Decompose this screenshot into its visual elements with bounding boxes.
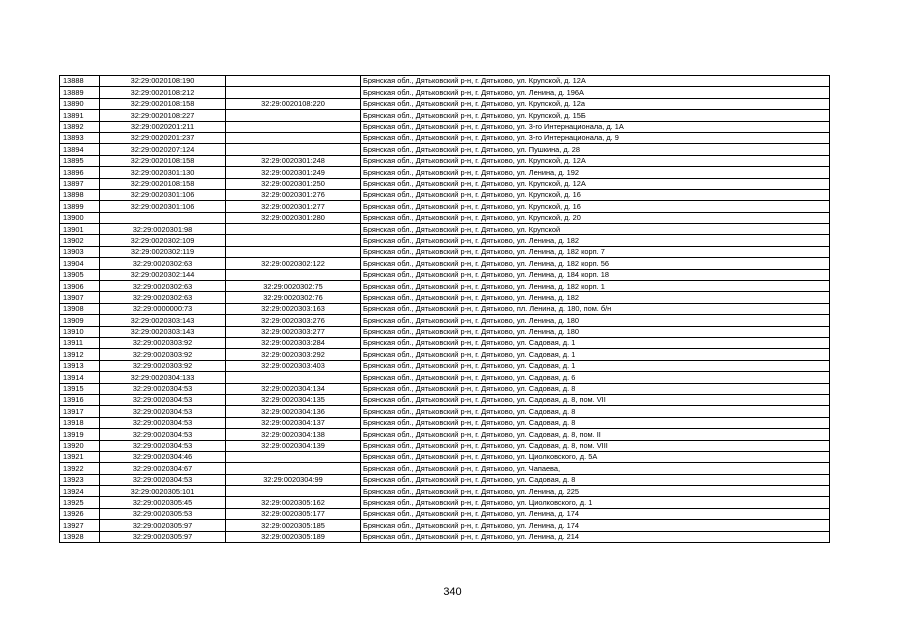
- cadastral-number-cell: 32:29:0020305:45: [100, 497, 226, 508]
- related-cadastral-number-cell: [226, 110, 361, 121]
- address-cell: Брянская обл., Дятьковский р-н, г. Дятьково, ул. Крупской, д. 12А: [361, 155, 830, 166]
- related-cadastral-number-cell: 32:29:0020302:75: [226, 281, 361, 292]
- cadastral-number-cell: 32:29:0020108:158: [100, 178, 226, 189]
- address-cell: Брянская обл., Дятьковский р-н, г. Дятьково, ул. Ленина, д. 182: [361, 292, 830, 303]
- row-number-cell: 13896: [60, 167, 100, 178]
- related-cadastral-number-cell: 32:29:0020108:220: [226, 98, 361, 109]
- row-number-cell: 13912: [60, 349, 100, 360]
- table-row: [60, 155, 830, 166]
- cadastral-number-cell: 32:29:0020301:106: [100, 189, 226, 200]
- address-cell: Брянская обл., Дятьковский р-н, г. Дятьково, ул. Ленина, д. 180: [361, 315, 830, 326]
- address-cell: Брянская обл., Дятьковский р-н, г. Дятьково, ул. Чапаева,: [361, 463, 830, 474]
- address-cell: Брянская обл., Дятьковский р-н, г. Дятьково, ул. Садовая, д. 8: [361, 406, 830, 417]
- table-row: [60, 269, 830, 280]
- address-cell: Брянская обл., Дятьковский р-н, г. Дятьково, ул. Ленина, д. 182 корп. 1: [361, 281, 830, 292]
- row-number-cell: 13910: [60, 326, 100, 337]
- address-cell: Брянская обл., Дятьковский р-н, г. Дятьково, ул. Пушкина, д. 28: [361, 144, 830, 155]
- cadastral-number-cell: 32:29:0020304:133: [100, 372, 226, 383]
- table-row: [60, 520, 830, 531]
- table-row: [60, 463, 830, 474]
- related-cadastral-number-cell: 32:29:0020301:277: [226, 201, 361, 212]
- table-row: [60, 474, 830, 485]
- address-cell: Брянская обл., Дятьковский р-н, г. Дятьково, ул. Крупской, д. 20: [361, 212, 830, 223]
- address-cell: Брянская обл., Дятьковский р-н, г. Дятьково, ул. 3-го Интернационала, д. 1А: [361, 121, 830, 132]
- related-cadastral-number-cell: [226, 269, 361, 280]
- related-cadastral-number-cell: [226, 87, 361, 98]
- related-cadastral-number-cell: [226, 121, 361, 132]
- cadastral-number-cell: 32:29:0020305:97: [100, 531, 226, 542]
- related-cadastral-number-cell: [226, 246, 361, 257]
- table-row: [60, 246, 830, 257]
- row-number-cell: 13900: [60, 212, 100, 223]
- related-cadastral-number-cell: 32:29:0020302:76: [226, 292, 361, 303]
- related-cadastral-number-cell: 32:29:0020304:134: [226, 383, 361, 394]
- address-cell: Брянская обл., Дятьковский р-н, г. Дятьково, ул. Садовая, д. 8: [361, 474, 830, 485]
- table-row: [60, 531, 830, 542]
- related-cadastral-number-cell: 32:29:0020303:163: [226, 303, 361, 314]
- row-number-cell: 13906: [60, 281, 100, 292]
- address-cell: Брянская обл., Дятьковский р-н, г. Дятьково, ул. Садовая, д. 8: [361, 383, 830, 394]
- address-cell: Брянская обл., Дятьковский р-н, г. Дятьково, ул. Садовая, д. 1: [361, 360, 830, 371]
- address-cell: Брянская обл., Дятьковский р-н, г. Дятьково, ул. Садовая, д. 8, пом. VIII: [361, 440, 830, 451]
- row-number-cell: 13926: [60, 508, 100, 519]
- cadastral-number-cell: 32:29:0020207:124: [100, 144, 226, 155]
- related-cadastral-number-cell: 32:29:0020301:280: [226, 212, 361, 223]
- cadastral-number-cell: 32:29:0020201:211: [100, 121, 226, 132]
- table-row: [60, 372, 830, 383]
- address-cell: Брянская обл., Дятьковский р-н, г. Дятьково, ул. Садовая, д. 8, пом. VII: [361, 394, 830, 405]
- cadastral-number-cell: 32:29:0020304:53: [100, 417, 226, 428]
- table-row: [60, 451, 830, 462]
- address-cell: Брянская обл., Дятьковский р-н, г. Дятьково, ул. Крупской, д. 12А: [361, 178, 830, 189]
- row-number-cell: 13924: [60, 486, 100, 497]
- row-number-cell: 13918: [60, 417, 100, 428]
- cadastral-number-cell: 32:29:0020303:143: [100, 326, 226, 337]
- address-cell: Брянская обл., Дятьковский р-н, г. Дятьково, ул. Крупской, д. 16: [361, 201, 830, 212]
- related-cadastral-number-cell: 32:29:0020304:135: [226, 394, 361, 405]
- related-cadastral-number-cell: 32:29:0020301:248: [226, 155, 361, 166]
- related-cadastral-number-cell: 32:29:0020303:276: [226, 315, 361, 326]
- row-number-cell: 13892: [60, 121, 100, 132]
- cadastral-number-cell: 32:29:0020302:63: [100, 292, 226, 303]
- row-number-cell: 13895: [60, 155, 100, 166]
- address-cell: Брянская обл., Дятьковский р-н, г. Дятьково, ул. Ленина, д. 182 корп. 56: [361, 258, 830, 269]
- table-row: [60, 337, 830, 348]
- row-number-cell: 13922: [60, 463, 100, 474]
- cadastral-number-cell: 32:29:0020304:53: [100, 429, 226, 440]
- cadastral-number-cell: 32:29:0020304:67: [100, 463, 226, 474]
- table-row: [60, 110, 830, 121]
- table-row: [60, 394, 830, 405]
- cadastral-number-cell: 32:29:0020304:53: [100, 383, 226, 394]
- row-number-cell: 13898: [60, 189, 100, 200]
- row-number-cell: 13916: [60, 394, 100, 405]
- table-row: [60, 144, 830, 155]
- row-number-cell: 13905: [60, 269, 100, 280]
- row-number-cell: 13911: [60, 337, 100, 348]
- table-row: [60, 440, 830, 451]
- cadastral-number-cell: 32:29:0020108:158: [100, 155, 226, 166]
- cadastral-number-cell: 32:29:0020303:92: [100, 360, 226, 371]
- table-row: [60, 497, 830, 508]
- address-cell: Брянская обл., Дятьковский р-н, г. Дятьково, ул. Ленина, д. 225: [361, 486, 830, 497]
- address-cell: Брянская обл., Дятьковский р-н, г. Дятьково, ул. Крупской, д. 12А: [361, 76, 830, 87]
- row-number-cell: 13925: [60, 497, 100, 508]
- address-cell: Брянская обл., Дятьковский р-н, г. Дятьково, ул. Крупской, д. 15Б: [361, 110, 830, 121]
- related-cadastral-number-cell: [226, 451, 361, 462]
- cadastral-number-cell: 32:29:0020303:143: [100, 315, 226, 326]
- cadastral-number-cell: 32:29:0020302:144: [100, 269, 226, 280]
- row-number-cell: 13928: [60, 531, 100, 542]
- table-row: [60, 292, 830, 303]
- address-cell: Брянская обл., Дятьковский р-н, г. Дятьково, пл. Ленина, д. 180, пом. б/н: [361, 303, 830, 314]
- address-cell: Брянская обл., Дятьковский р-н, г. Дятьково, ул. Садовая, д. 6: [361, 372, 830, 383]
- related-cadastral-number-cell: 32:29:0020305:189: [226, 531, 361, 542]
- address-cell: Брянская обл., Дятьковский р-н, г. Дятьково, ул. Циолковского, д. 1: [361, 497, 830, 508]
- related-cadastral-number-cell: 32:29:0020301:250: [226, 178, 361, 189]
- address-cell: Брянская обл., Дятьковский р-н, г. Дятьково, ул. Ленина, д. 196А: [361, 87, 830, 98]
- registry-table-body: [60, 76, 830, 543]
- cadastral-number-cell: 32:29:0020302:119: [100, 246, 226, 257]
- table-row: [60, 429, 830, 440]
- address-cell: Брянская обл., Дятьковский р-н, г. Дятьково, ул. Ленина, д. 192: [361, 167, 830, 178]
- address-cell: Брянская обл., Дятьковский р-н, г. Дятьково, ул. Крупской, д. 16: [361, 189, 830, 200]
- cadastral-number-cell: 32:29:0020304:53: [100, 474, 226, 485]
- row-number-cell: 13913: [60, 360, 100, 371]
- address-cell: Брянская обл., Дятьковский р-н, г. Дятьково, ул. Ленина, д. 174: [361, 508, 830, 519]
- row-number-cell: 13897: [60, 178, 100, 189]
- cadastral-number-cell: 32:29:0020301:130: [100, 167, 226, 178]
- address-cell: Брянская обл., Дятьковский р-н, г. Дятьково, ул. Крупской: [361, 224, 830, 235]
- row-number-cell: 13927: [60, 520, 100, 531]
- row-number-cell: 13903: [60, 246, 100, 257]
- row-number-cell: 13891: [60, 110, 100, 121]
- related-cadastral-number-cell: [226, 224, 361, 235]
- related-cadastral-number-cell: 32:29:0020303:403: [226, 360, 361, 371]
- address-cell: Брянская обл., Дятьковский р-н, г. Дятьково, ул. Садовая, д. 1: [361, 349, 830, 360]
- row-number-cell: 13923: [60, 474, 100, 485]
- cadastral-number-cell: 32:29:0020301:98: [100, 224, 226, 235]
- related-cadastral-number-cell: 32:29:0020305:162: [226, 497, 361, 508]
- related-cadastral-number-cell: 32:29:0020302:122: [226, 258, 361, 269]
- table-row: [60, 87, 830, 98]
- table-row: [60, 212, 830, 223]
- related-cadastral-number-cell: [226, 372, 361, 383]
- row-number-cell: 13899: [60, 201, 100, 212]
- related-cadastral-number-cell: [226, 463, 361, 474]
- row-number-cell: 13921: [60, 451, 100, 462]
- address-cell: Брянская обл., Дятьковский р-н, г. Дятьково, ул. Ленина, д. 214: [361, 531, 830, 542]
- related-cadastral-number-cell: 32:29:0020305:177: [226, 508, 361, 519]
- related-cadastral-number-cell: 32:29:0020303:284: [226, 337, 361, 348]
- cadastral-number-cell: 32:29:0020305:97: [100, 520, 226, 531]
- row-number-cell: 13894: [60, 144, 100, 155]
- row-number-cell: 13908: [60, 303, 100, 314]
- cadastral-number-cell: 32:29:0020305:53: [100, 508, 226, 519]
- address-cell: Брянская обл., Дятьковский р-н, г. Дятьково, ул. Ленина, д. 182 корп. 7: [361, 246, 830, 257]
- cadastral-number-cell: 32:29:0020108:190: [100, 76, 226, 87]
- row-number-cell: 13917: [60, 406, 100, 417]
- row-number-cell: 13888: [60, 76, 100, 87]
- related-cadastral-number-cell: [226, 144, 361, 155]
- address-cell: Брянская обл., Дятьковский р-н, г. Дятьково, ул. Крупской, д. 12а: [361, 98, 830, 109]
- related-cadastral-number-cell: 32:29:0020301:249: [226, 167, 361, 178]
- related-cadastral-number-cell: 32:29:0020304:99: [226, 474, 361, 485]
- table-row: [60, 167, 830, 178]
- table-row: [60, 235, 830, 246]
- table-row: [60, 508, 830, 519]
- related-cadastral-number-cell: 32:29:0020305:185: [226, 520, 361, 531]
- page-number: 340: [443, 586, 462, 598]
- registry-table: [59, 75, 830, 543]
- related-cadastral-number-cell: [226, 235, 361, 246]
- table-row: [60, 303, 830, 314]
- table-row: [60, 315, 830, 326]
- row-number-cell: 13890: [60, 98, 100, 109]
- address-cell: Брянская обл., Дятьковский р-н, г. Дятьково, ул. Ленина, д. 184 корп. 18: [361, 269, 830, 280]
- address-cell: Брянская обл., Дятьковский р-н, г. Дятьково, ул. Циолковского, д. 5А: [361, 451, 830, 462]
- table-row: [60, 417, 830, 428]
- cadastral-number-cell: 32:29:0020303:92: [100, 337, 226, 348]
- table-row: [60, 98, 830, 109]
- cadastral-number-cell: 32:29:0020108:227: [100, 110, 226, 121]
- table-row: [60, 383, 830, 394]
- table-row: [60, 121, 830, 132]
- row-number-cell: 13920: [60, 440, 100, 451]
- related-cadastral-number-cell: [226, 486, 361, 497]
- cadastral-number-cell: [100, 212, 226, 223]
- row-number-cell: 13901: [60, 224, 100, 235]
- address-cell: Брянская обл., Дятьковский р-н, г. Дятьково, ул. Ленина, д. 180: [361, 326, 830, 337]
- cadastral-number-cell: 32:29:0020304:46: [100, 451, 226, 462]
- table-row: [60, 360, 830, 371]
- address-cell: Брянская обл., Дятьковский р-н, г. Дятьково, ул. Садовая, д. 8: [361, 417, 830, 428]
- row-number-cell: 13893: [60, 132, 100, 143]
- table-row: [60, 258, 830, 269]
- row-number-cell: 13919: [60, 429, 100, 440]
- cadastral-number-cell: 32:29:0020304:53: [100, 394, 226, 405]
- related-cadastral-number-cell: 32:29:0020301:276: [226, 189, 361, 200]
- table-row: [60, 189, 830, 200]
- row-number-cell: 13914: [60, 372, 100, 383]
- cadastral-number-cell: 32:29:0020304:53: [100, 406, 226, 417]
- cadastral-number-cell: 32:29:0020302:63: [100, 281, 226, 292]
- related-cadastral-number-cell: 32:29:0020304:139: [226, 440, 361, 451]
- row-number-cell: 13889: [60, 87, 100, 98]
- cadastral-number-cell: 32:29:0020305:101: [100, 486, 226, 497]
- related-cadastral-number-cell: 32:29:0020303:277: [226, 326, 361, 337]
- table-row: [60, 281, 830, 292]
- cadastral-number-cell: 32:29:0020303:92: [100, 349, 226, 360]
- address-cell: Брянская обл., Дятьковский р-н, г. Дятьково, ул. Садовая, д. 8, пом. II: [361, 429, 830, 440]
- related-cadastral-number-cell: 32:29:0020304:136: [226, 406, 361, 417]
- row-number-cell: 13902: [60, 235, 100, 246]
- related-cadastral-number-cell: 32:29:0020304:138: [226, 429, 361, 440]
- table-row: [60, 349, 830, 360]
- cadastral-number-cell: 32:29:0020302:63: [100, 258, 226, 269]
- cadastral-number-cell: 32:29:0020302:109: [100, 235, 226, 246]
- row-number-cell: 13907: [60, 292, 100, 303]
- table-row: [60, 224, 830, 235]
- cadastral-number-cell: 32:29:0020304:53: [100, 440, 226, 451]
- cadastral-number-cell: 32:29:0020201:237: [100, 132, 226, 143]
- related-cadastral-number-cell: [226, 76, 361, 87]
- row-number-cell: 13915: [60, 383, 100, 394]
- table-row: [60, 406, 830, 417]
- table-row: [60, 76, 830, 87]
- table-row: [60, 201, 830, 212]
- table-row: [60, 178, 830, 189]
- table-row: [60, 326, 830, 337]
- cadastral-number-cell: 32:29:0020301:106: [100, 201, 226, 212]
- cadastral-number-cell: 32:29:0020108:158: [100, 98, 226, 109]
- related-cadastral-number-cell: 32:29:0020304:137: [226, 417, 361, 428]
- cadastral-number-cell: 32:29:0000000:73: [100, 303, 226, 314]
- related-cadastral-number-cell: 32:29:0020303:292: [226, 349, 361, 360]
- row-number-cell: 13909: [60, 315, 100, 326]
- address-cell: Брянская обл., Дятьковский р-н, г. Дятьково, ул. Ленина, д. 182: [361, 235, 830, 246]
- table-row: [60, 486, 830, 497]
- related-cadastral-number-cell: [226, 132, 361, 143]
- address-cell: Брянская обл., Дятьковский р-н, г. Дятьково, ул. 3-го Интернационала, д. 9: [361, 132, 830, 143]
- table-row: [60, 132, 830, 143]
- address-cell: Брянская обл., Дятьковский р-н, г. Дятьково, ул. Садовая, д. 1: [361, 337, 830, 348]
- row-number-cell: 13904: [60, 258, 100, 269]
- address-cell: Брянская обл., Дятьковский р-н, г. Дятьково, ул. Ленина, д. 174: [361, 520, 830, 531]
- cadastral-number-cell: 32:29:0020108:212: [100, 87, 226, 98]
